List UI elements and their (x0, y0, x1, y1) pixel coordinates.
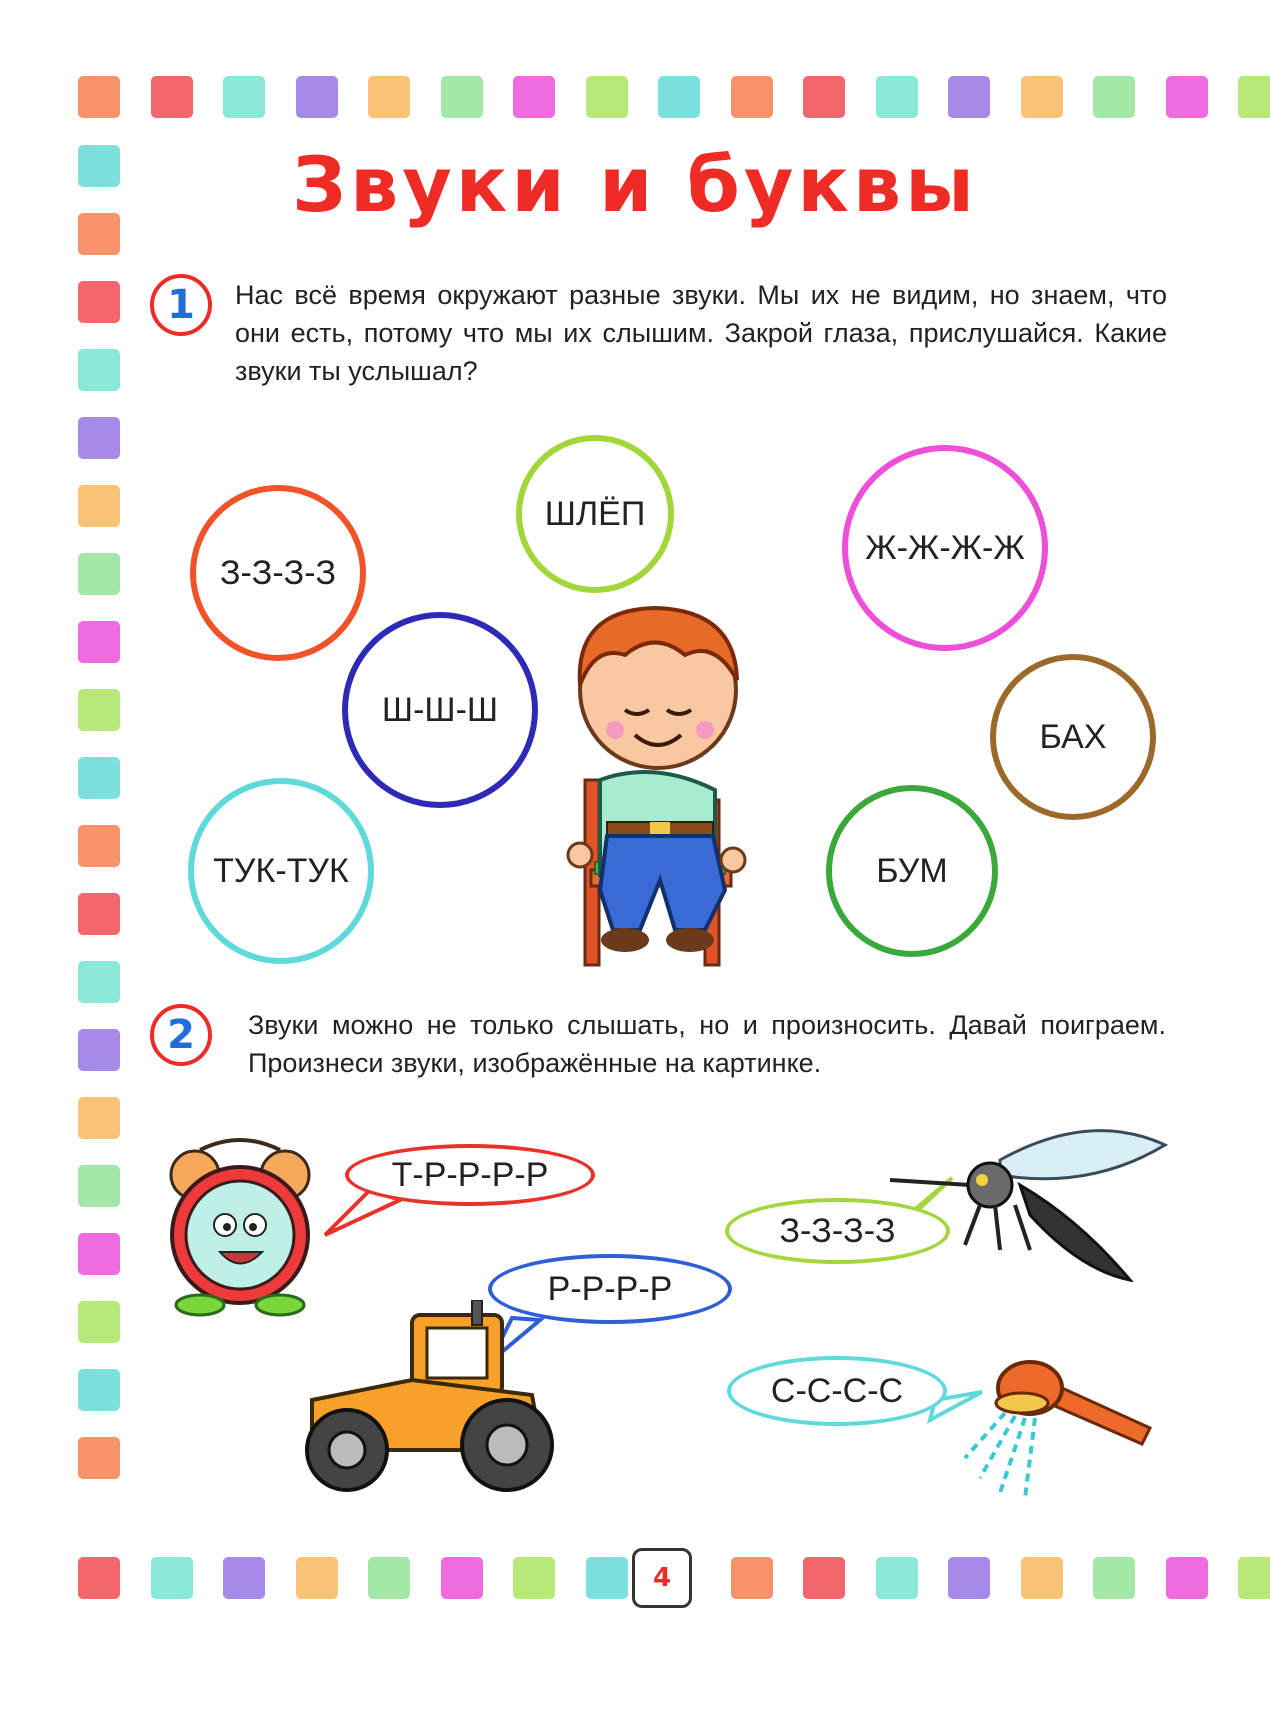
sound-circle-tuk-tuk: ТУК-ТУК (188, 778, 374, 964)
sound-circle-bakh: БАХ (990, 654, 1156, 820)
page-title: Звуки и буквы (292, 140, 978, 229)
tractor-illustration (292, 1300, 562, 1495)
bubble-t-r-r-r-r: Т-Р-Р-Р-Р (345, 1144, 595, 1206)
sound-circle-zh: Ж-Ж-Ж-Ж (842, 445, 1048, 651)
bubble-r-r-r-r: Р-Р-Р-Р (488, 1254, 732, 1324)
mosquito-illustration (880, 1120, 1170, 1300)
sound-circle-bum: БУМ (826, 785, 998, 957)
page-number: 4 (632, 1548, 692, 1608)
task-2-number-badge: 2 (150, 1004, 212, 1066)
shower-head-illustration (960, 1348, 1160, 1508)
task-1-number-badge: 1 (150, 274, 212, 336)
sound-circle-z: З-З-З-З (190, 485, 366, 661)
task-1-text: Нас всё время окружают разные звуки. Мы их не видим, но знаем, что они есть, потому что мы их слышим. Закрой глаза, прислушайся. Какие звуки ты услышал? (235, 280, 1167, 386)
alarm-clock-illustration (160, 1130, 330, 1320)
sound-circle-sh: Ш-Ш-Ш (342, 612, 538, 808)
sound-circle-shlyop: ШЛЁП (516, 435, 674, 593)
task-2-text: Звуки можно не только слышать, но и произносить. Давай поиграем. Произнеси звуки, изображённые на картинке. (248, 1010, 1166, 1078)
bubble-s-s-s-s: С-С-С-С (727, 1356, 947, 1426)
bubble-z-z-z-z: З-З-З-З (725, 1198, 950, 1264)
